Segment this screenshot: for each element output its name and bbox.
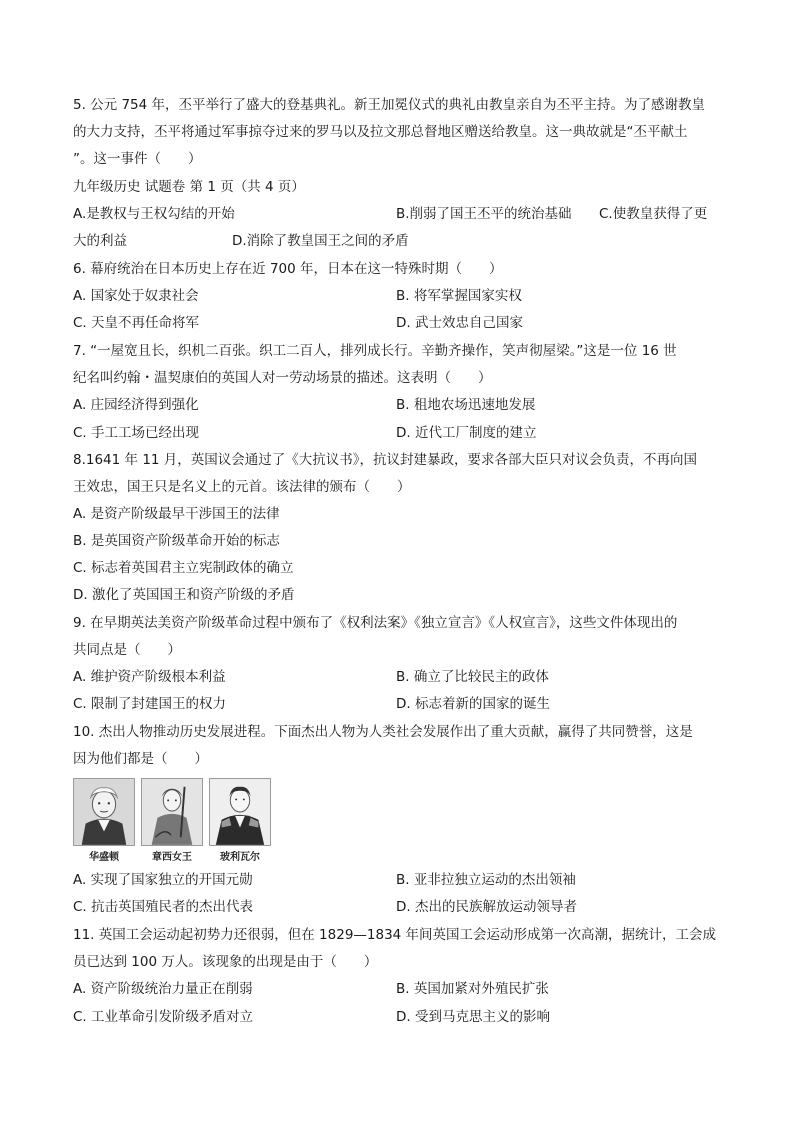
q9-stem-line-1: 9. 在早期英法美资产阶级革命过程中颁布了《权利法案》《独立宣言》《人权宣言》，这些文件体现出的 (73, 615, 678, 631)
page-footer-header: 九年级历史 试题卷 第 1 页（共 4 页） (73, 179, 305, 195)
q10-option-b: B. 亚非拉独立运动的杰出领袖 (396, 872, 576, 888)
q7-stem-line-1: 7. “一屋宽且长，织机二百张。织工二百人，排列成长行。辛勤齐操作，笑声彻屋梁。”这是一位 16 世 (73, 343, 677, 359)
portrait-bolivar-image (209, 778, 271, 846)
q11-option-d: D. 受到马克思主义的影响 (396, 1009, 550, 1025)
portrait-rani-caption: 章西女王 (152, 852, 192, 863)
q5-stem-line-3: ”。这一事件（ ） (73, 151, 202, 167)
q5-stem-line-2: 的大力支持，丕平将通过军事掠夺过来的罗马以及拉文那总督地区赠送给教皇。这一典故就是“丕平献土 (73, 124, 688, 140)
q7-option-b: B. 租地农场迅速地发展 (396, 397, 536, 413)
q5-option-a: A.是教权与王权勾结的开始 (73, 206, 235, 222)
portrait-bolivar-caption: 玻利瓦尔 (220, 852, 260, 863)
q10-option-c: C. 抗击英国殖民者的杰出代表 (73, 899, 254, 915)
portrait-rani-image (141, 778, 203, 846)
q5-option-b: B.削弱了国王丕平的统治基础 (396, 206, 572, 222)
q10-option-d: D. 杰出的民族解放运动领导者 (396, 899, 577, 915)
q8-stem-line-2: 王效忠，国王只是名义上的元首。该法律的颁布（ ） (73, 479, 411, 495)
q8-stem-line-1: 8.1641 年 11 月，英国议会通过了《大抗议书》，抗议封建暴政，要求各部大臣只对议会负责，不再向国 (73, 452, 698, 468)
portrait-washington-caption: 华盛顿 (89, 852, 119, 863)
q11-stem-line-1: 11. 英国工会运动起初势力还很弱，但在 1829—1834 年间英国工会运动形成第一次高潮，据统计，工会成 (73, 927, 717, 943)
q8-option-b: B. 是英国资产阶级革命开始的标志 (73, 533, 280, 549)
q10-stem-line-2: 因为他们都是（ ） (73, 751, 208, 767)
q9-option-b: B. 确立了比较民主的政体 (396, 669, 549, 685)
q9-option-a: A. 维护资产阶级根本利益 (73, 669, 226, 685)
q6-option-c: C. 天皇不再任命将军 (73, 315, 200, 331)
q7-stem-line-2: 纪名叫约翰・温契康伯的英国人对一劳动场景的描述。这表明（ ） (73, 370, 492, 386)
q11-option-a: A. 资产阶级统治力量正在削弱 (73, 981, 253, 997)
q5-option-d: D.消除了教皇国王之间的矛盾 (232, 233, 409, 249)
q8-option-c: C. 标志着英国君主立宪制政体的确立 (73, 560, 294, 576)
portrait-rani-of-jhansi (141, 778, 203, 864)
q11-option-c: C. 工业革命引发阶级矛盾对立 (73, 1009, 254, 1025)
portrait-washington (73, 778, 135, 864)
q10-stem-line-1: 10. 杰出人物推动历史发展进程。下面杰出人物为人类社会发展作出了重大贡献，赢得了共同赞誉，这是 (73, 724, 693, 740)
q5-option-c-cont: 大的利益 (73, 233, 127, 249)
q5-stem-line-1: 5. 公元 754 年，丕平举行了盛大的登基典礼。新王加冕仪式的典礼由教皇亲自为丕平主持。为了感谢教皇 (73, 97, 706, 113)
q6-stem: 6. 幕府统治在日本历史上存在近 700 年，日本在这一特殊时期（ ） (73, 261, 503, 277)
q10-option-a: A. 实现了国家独立的开国元勋 (73, 872, 253, 888)
q6-option-a: A. 国家处于奴隶社会 (73, 288, 199, 304)
q7-option-c: C. 手工工场已经出现 (73, 425, 200, 441)
q6-option-b: B. 将军掌握国家实权 (396, 288, 522, 304)
q8-option-a: A. 是资产阶级最早干涉国王的法律 (73, 506, 280, 522)
q9-option-c: C. 限制了封建国王的权力 (73, 696, 227, 712)
q5-option-c: C.使教皇获得了更 (599, 206, 708, 222)
q11-stem-line-2: 员已达到 100 万人。该现象的出现是由于（ ） (73, 954, 378, 970)
q9-stem-line-2: 共同点是（ ） (73, 642, 181, 658)
q8-option-d: D. 激化了英国国王和资产阶级的矛盾 (73, 587, 295, 603)
portraits-group (73, 778, 263, 864)
q7-option-d: D. 近代工厂制度的建立 (396, 425, 537, 441)
q6-option-d: D. 武士效忠自己国家 (396, 315, 523, 331)
q7-option-a: A. 庄园经济得到强化 (73, 397, 199, 413)
q9-option-d: D. 标志着新的国家的诞生 (396, 696, 550, 712)
portrait-bolivar (209, 778, 271, 864)
portrait-washington-image (73, 778, 135, 846)
q11-option-b: B. 英国加紧对外殖民扩张 (396, 981, 549, 997)
